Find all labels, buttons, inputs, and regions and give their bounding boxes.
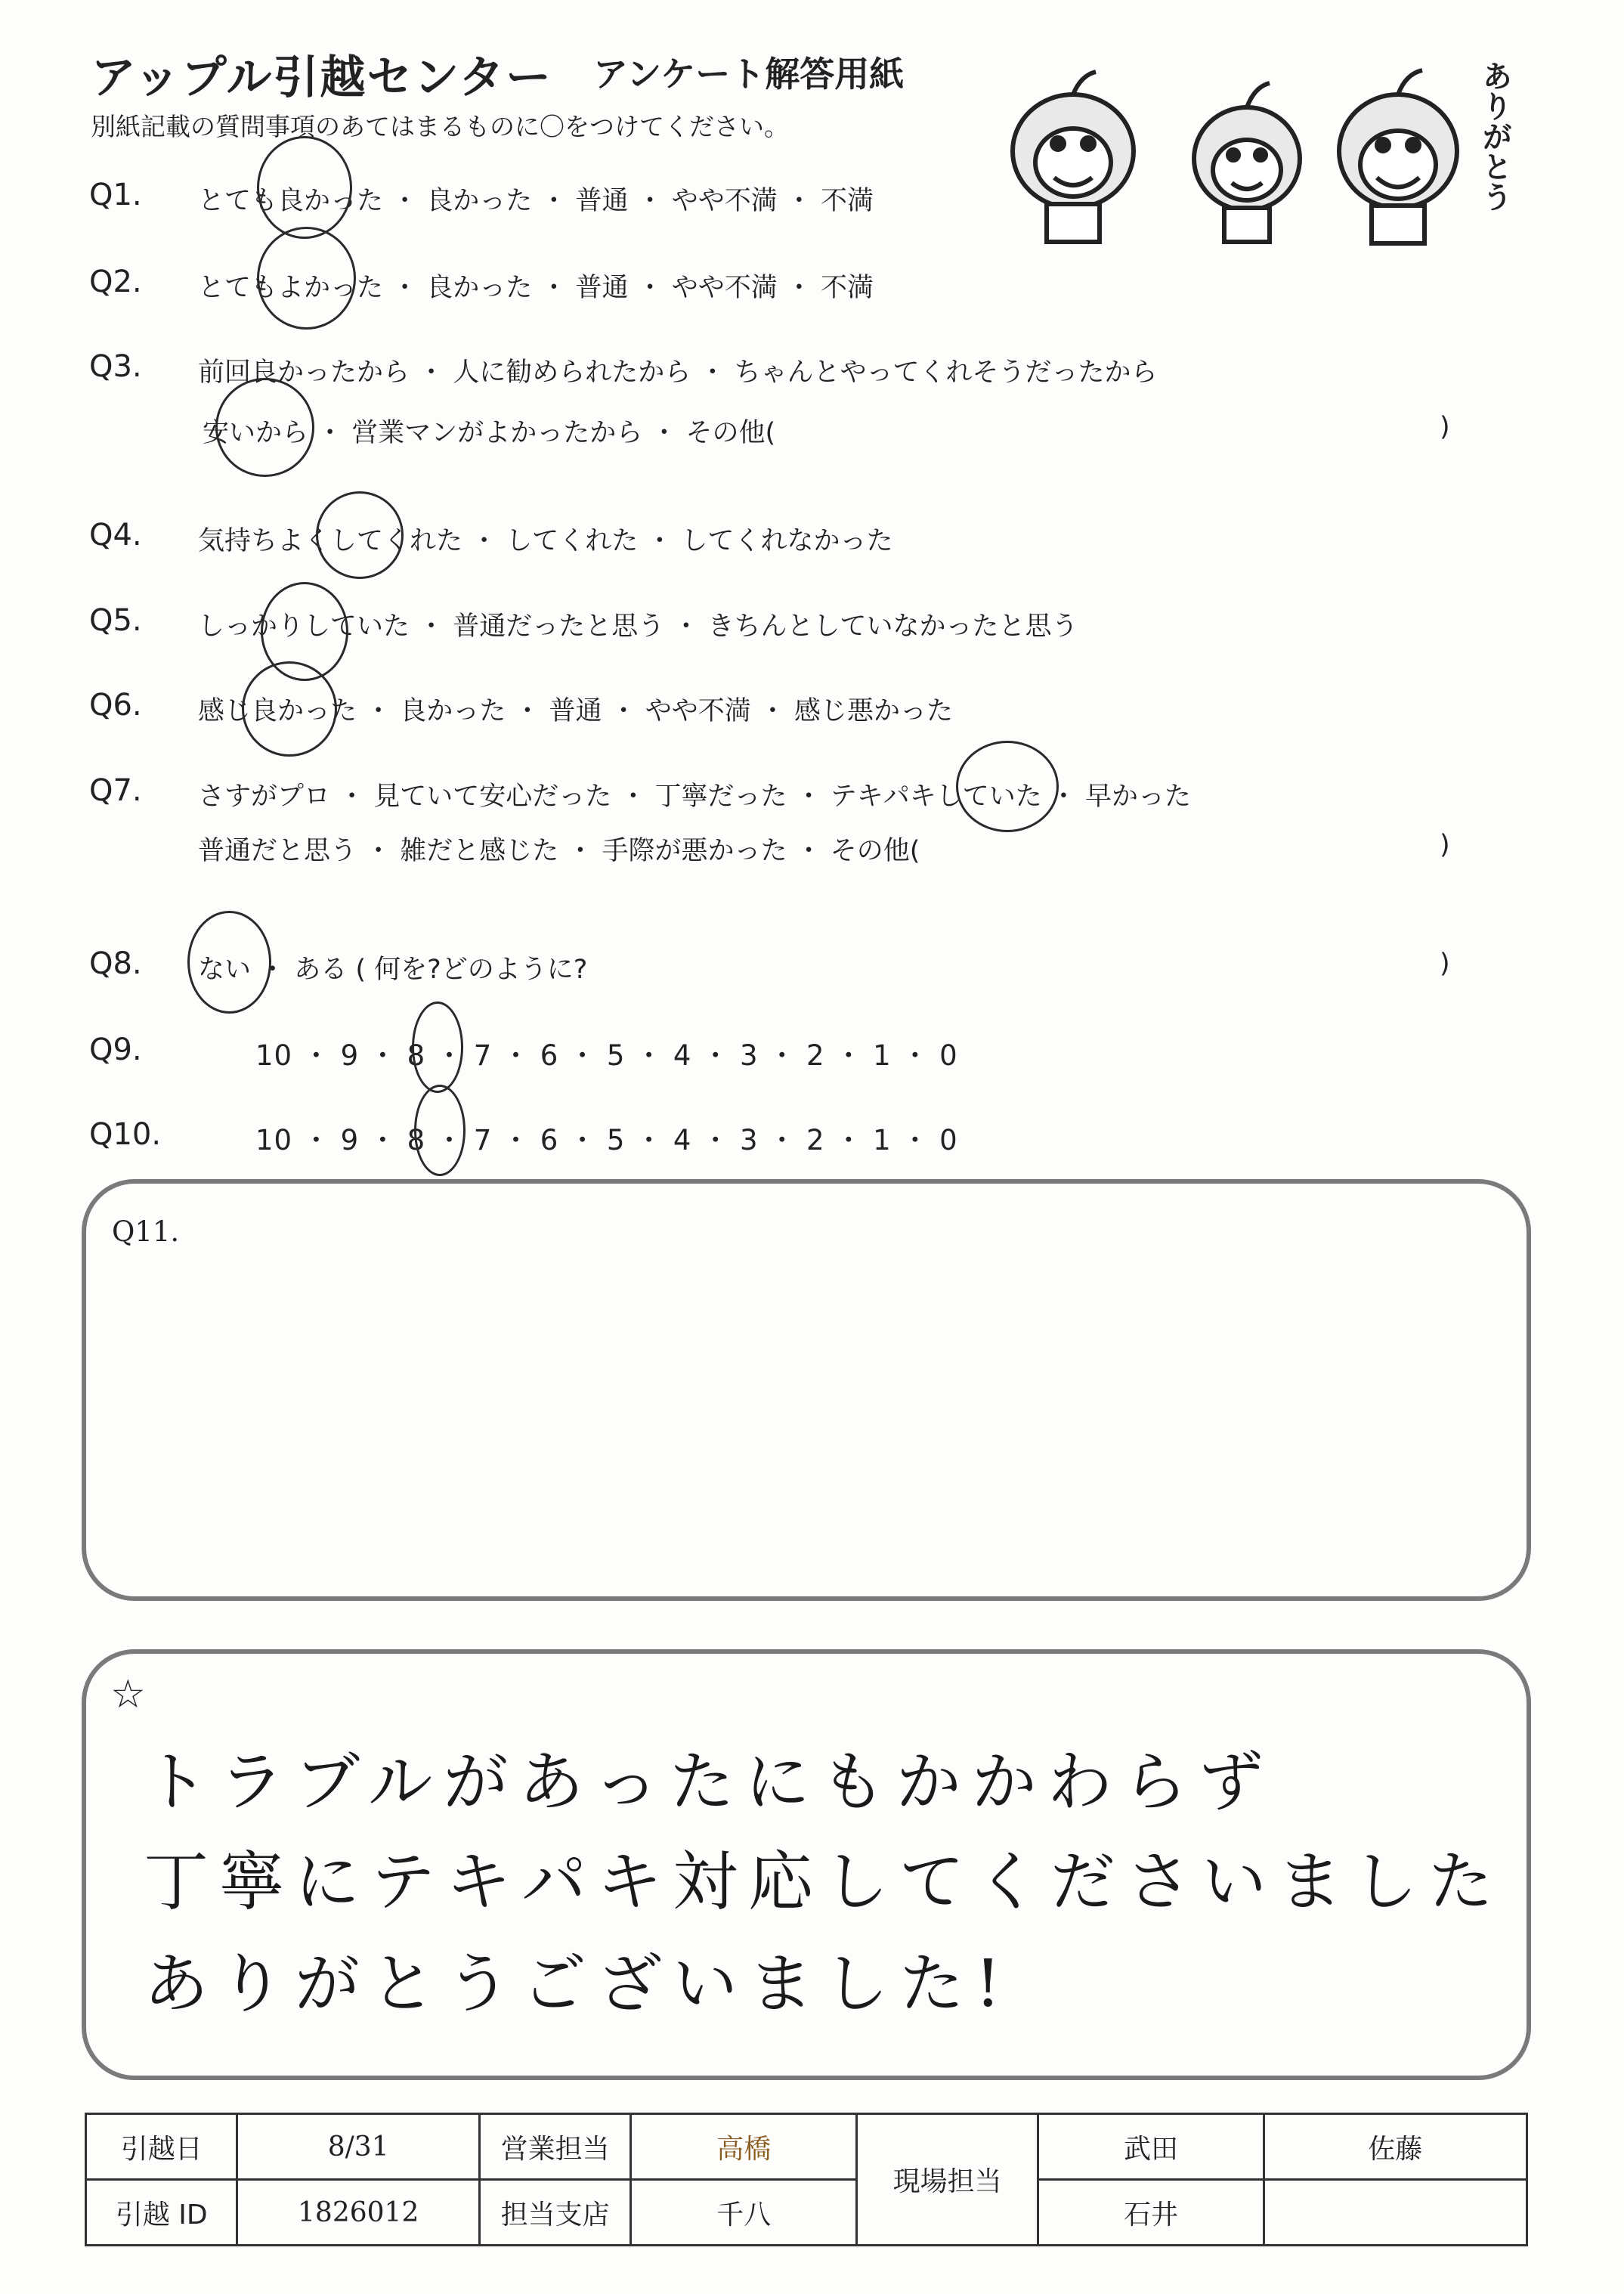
instruction-text: 別紙記載の質問事項のあてはまるものに〇をつけてください。	[91, 112, 789, 141]
q10-label: Q10.	[89, 1117, 162, 1152]
comment-line-1: トラブルがあったにもかかわらず	[144, 1744, 1274, 1820]
q6-label: Q6.	[89, 688, 142, 723]
q5-options: しっかりしていた ・ 普通だったと思う ・ きちんとしていなかったと思う	[198, 611, 1078, 642]
q4-options: 気持ちよくしてくれた ・ してくれた ・ してくれなかった	[198, 526, 893, 556]
q6-options: 感じ良かった ・ 良かった ・ 普通 ・ やや不満 ・ 感じ悪かった	[198, 696, 954, 726]
site-staff-empty-cell	[1264, 2180, 1527, 2246]
q3-selection-circle	[215, 378, 314, 477]
move-date-label: 引越日	[86, 2114, 237, 2180]
branch-value: 千八	[631, 2180, 857, 2246]
q7-label: Q7.	[89, 773, 142, 808]
sales-rep-value: 高橋	[631, 2114, 857, 2180]
monkey-icon	[1013, 72, 1134, 242]
q7-options-line1: さすがプロ ・ 見ていて安心だった ・ 丁寧だった ・ テキパキしていた ・ 早かった	[198, 782, 1192, 812]
q4-label: Q4.	[89, 518, 142, 553]
q5-label: Q5.	[89, 603, 142, 638]
site-staff-2: 佐藤	[1264, 2114, 1527, 2180]
info-table	[85, 2113, 1528, 2246]
monkey-icon	[1339, 70, 1457, 243]
q7-selection-circle	[956, 741, 1059, 832]
comment-line-2: 丁寧にテキパキ対応してくださいました	[144, 1844, 1504, 1920]
sales-rep-label: 営業担当	[479, 2114, 630, 2180]
branch-label: 担当支店	[479, 2180, 630, 2246]
mascot-caption: ありがとう	[1477, 60, 1512, 212]
q1-label: Q1.	[89, 178, 142, 212]
form-title: アンケート解答用紙	[593, 54, 905, 94]
q2-label: Q2.	[89, 265, 142, 299]
comment-line-3: ありがとうございました!	[144, 1946, 1012, 2022]
q1-options: とても良かった ・ 良かった ・ 普通 ・ やや不満 ・ 不満	[198, 186, 874, 216]
mascot-illustration	[990, 45, 1519, 249]
q1-selection-circle	[257, 136, 352, 239]
q11-label: Q11.	[112, 1215, 180, 1248]
site-staff-label: 現場担当	[857, 2114, 1038, 2246]
q8-paren-close: )	[1440, 949, 1450, 979]
q10-scale: 10 ・ 9 ・ 8 ・ 7 ・ 6 ・ 5 ・ 4 ・ 3 ・ 2 ・ 1 ・ 0	[255, 1124, 958, 1156]
move-id-label: 引越 ID	[86, 2180, 237, 2246]
q7-options-line2: 普通だと思う ・ 雑だと感じた ・ 手際が悪かった ・ その他(	[198, 836, 920, 866]
move-date-value: 8/31	[237, 2114, 479, 2180]
q3-options-line1: 前回良かったから ・ 人に勧められたから ・ ちゃんとやってくれそうだったから	[198, 358, 1158, 388]
site-staff-3: 石井	[1038, 2180, 1264, 2246]
q4-selection-circle	[316, 491, 404, 579]
q8-options: ない ・ ある ( 何を?どのように?	[198, 955, 588, 985]
q9-scale: 10 ・ 9 ・ 8 ・ 7 ・ 6 ・ 5 ・ 4 ・ 3 ・ 2 ・ 1 ・ 0	[255, 1039, 958, 1072]
q7-paren-close: )	[1440, 830, 1450, 860]
q3-paren-close: )	[1440, 412, 1450, 442]
move-id-value: 1826012	[237, 2180, 479, 2246]
star-icon: ☆	[110, 1672, 146, 1717]
q3-label: Q3.	[89, 349, 142, 384]
q8-selection-circle	[187, 911, 271, 1014]
site-staff-1: 武田	[1038, 2114, 1264, 2180]
q9-selection-circle	[412, 1001, 463, 1093]
q2-options: とてもよかった ・ 良かった ・ 普通 ・ やや不満 ・ 不満	[198, 273, 874, 303]
company-name: アップル引越センター	[91, 51, 552, 104]
q10-selection-circle	[414, 1085, 466, 1176]
q11-answer-box	[82, 1179, 1531, 1601]
q9-label: Q9.	[89, 1032, 142, 1067]
q6-selection-circle	[242, 661, 337, 757]
q3-options-line2: 安いから ・ 営業マンがよかったから ・ その他(	[203, 418, 776, 448]
monkey-icon	[1194, 83, 1300, 242]
q2-selection-circle	[257, 227, 356, 330]
q8-label: Q8.	[89, 946, 142, 981]
